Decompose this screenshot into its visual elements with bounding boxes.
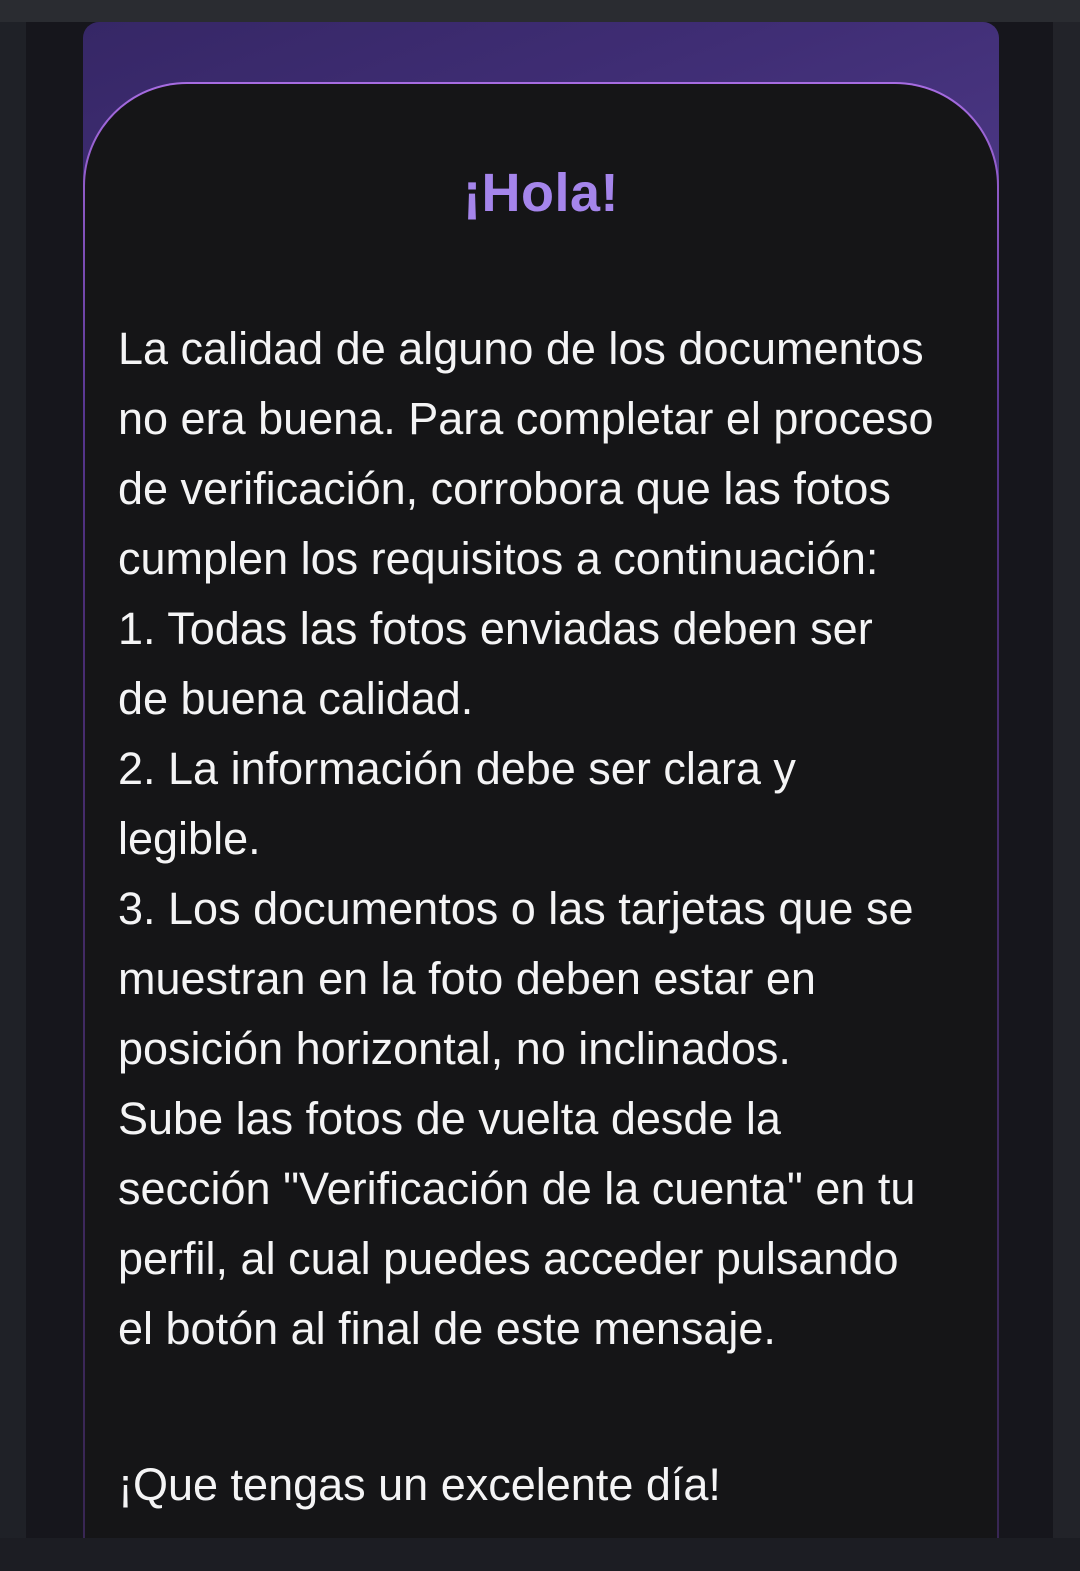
message-line: 1. Todas las fotos enviadas deben ser [118, 603, 873, 654]
message-line: cumplen los requisitos a continuación: [118, 533, 879, 584]
message-line: 2. La información debe ser clara y [118, 743, 796, 794]
right-edge-strip [1053, 22, 1080, 1538]
message-line: sección "Verificación de la cuenta" en tu [118, 1163, 916, 1214]
left-edge-strip [0, 22, 26, 1538]
message-line: de buena calidad. [118, 673, 474, 724]
email-scroll-area[interactable] [26, 22, 1053, 1538]
message-line: perfil, al cual puedes acceder pulsando [118, 1233, 899, 1284]
app-top-bar [0, 0, 1080, 22]
closing-line: ¡Que tengas un excelente día! [118, 1459, 721, 1510]
greeting-heading: ¡Hola! [463, 163, 619, 223]
message-line: 3. Los documentos o las tarjetas que se [118, 883, 914, 934]
message-line: posición horizontal, no inclinados. [118, 1023, 791, 1074]
message-body [118, 314, 934, 1364]
message-card [85, 84, 997, 1538]
message-line: el botón al final de este mensaje. [118, 1303, 776, 1354]
app-bottom-bar [0, 1538, 1080, 1571]
message-line: no era buena. Para completar el proceso [118, 393, 934, 444]
message-card-border [83, 82, 999, 1538]
message-line: Sube las fotos de vuelta desde la [118, 1093, 781, 1144]
message-line: La calidad de alguno de los documentos [118, 323, 924, 374]
message-line: legible. [118, 813, 261, 864]
message-line: muestran en la foto deben estar en [118, 953, 816, 1004]
message-line: de verificación, corrobora que las fotos [118, 463, 891, 514]
